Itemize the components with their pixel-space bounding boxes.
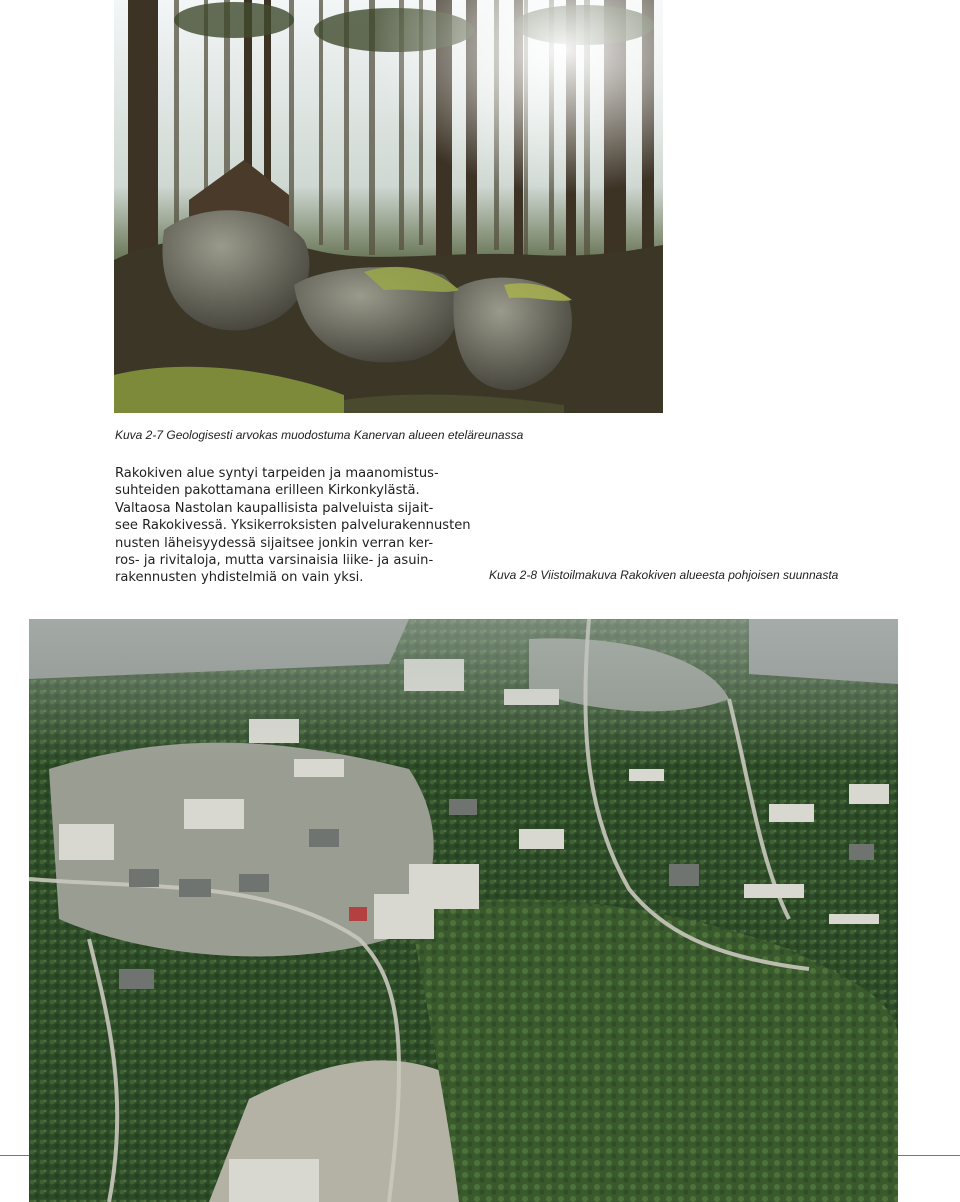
body-line: suhteiden pakottamana erilleen Kirkonkylästä. [115, 483, 420, 499]
body-paragraph [115, 465, 475, 587]
figure-caption-1: Kuva 2-7 Geologisesti arvokas muodostuma Kanervan alueen eteläreunassa [115, 428, 524, 442]
body-line: Valtaosa Nastolan kaupallisista palveluista sijait- [115, 500, 434, 516]
body-line: see Rakokivessä. Yksikerroksisten palvelurakennusten [115, 518, 471, 534]
aerial-photo [29, 619, 898, 1202]
page-edge-line-left [0, 1155, 29, 1156]
forest-boulder-photo [114, 0, 663, 413]
body-line: Rakokiven alue syntyi tarpeiden ja maanomistus- [115, 466, 439, 481]
body-line: ros- ja rivitaloja, mutta varsinaisia liike- ja asuin- [115, 553, 434, 569]
figure-caption-2: Kuva 2-8 Viistoilmakuva Rakokiven alueesta pohjoisen suunnasta [489, 568, 839, 582]
body-line: rakennusten yhdistelmiä on vain yksi. [115, 570, 364, 586]
page-edge-line-right [898, 1155, 960, 1156]
body-line: nusten läheisyydessä sijaitsee jonkin verran ker- [115, 535, 434, 551]
